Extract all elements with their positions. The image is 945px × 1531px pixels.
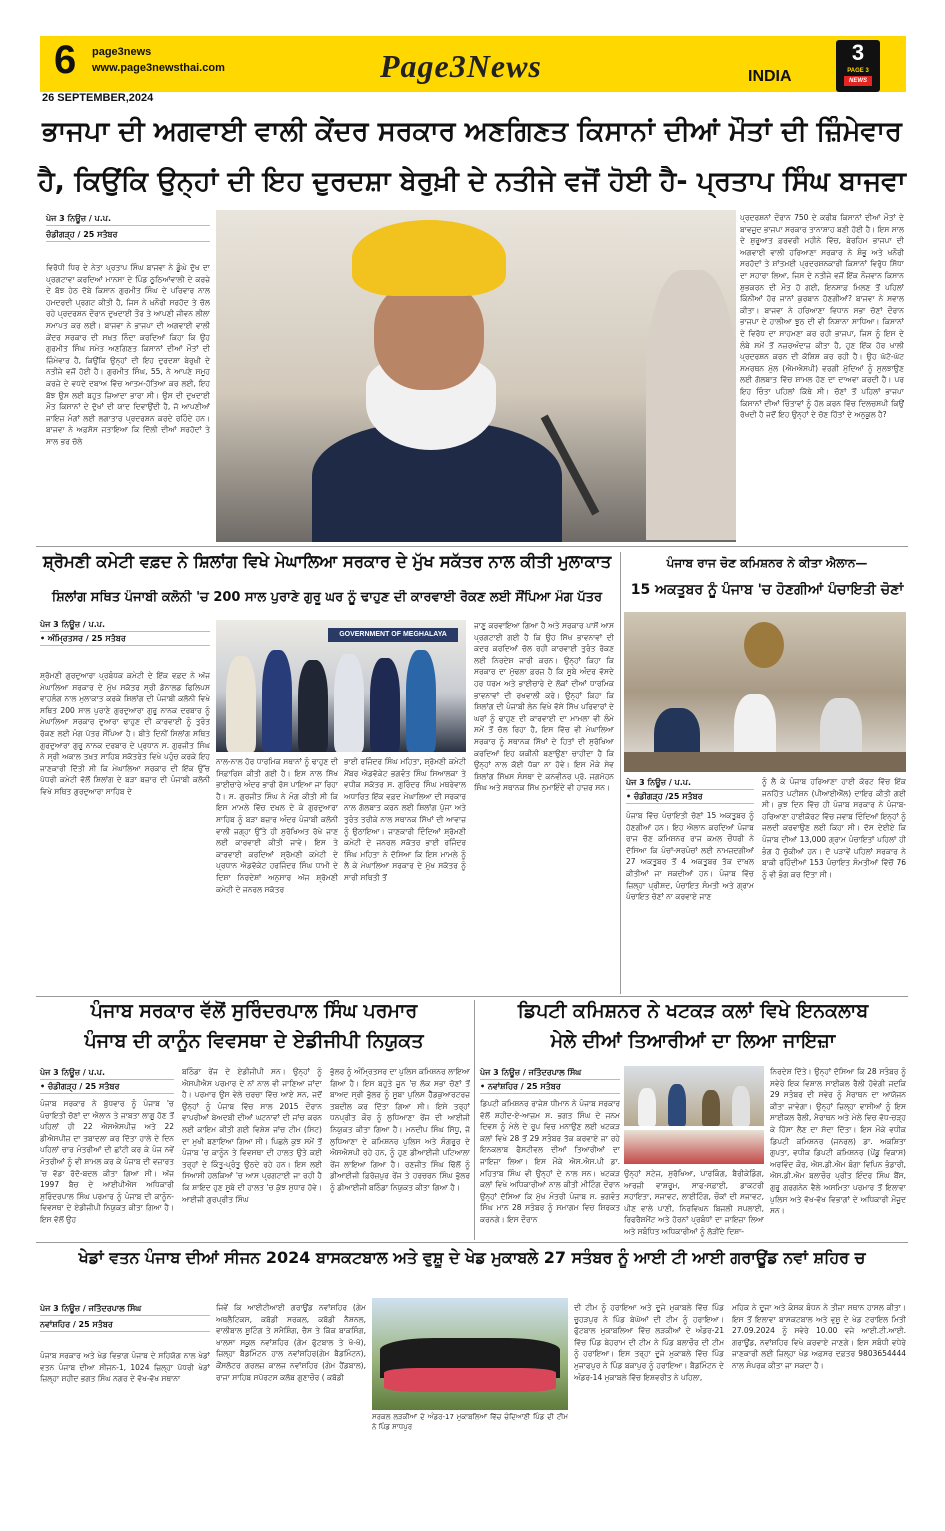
photo-figure [374, 280, 484, 390]
sgpc-dateline: • ਅੰਮ੍ਰਿਤਸਰ / 25 ਸਤੰਬਰ [40, 632, 210, 646]
adgp-col3: ਭੁੱਲਰ ਨੂੰ ਅੰਮ੍ਰਿਤਸਰ ਦਾ ਪੁਲਿਸ ਕਮਿਸ਼ਨਰ ਲਾਇਆ ਗਿਆ ਹੈ। ਇਸ ਬਹੁਤੇ ਜੂਨ 'ਚ ਲੋਕ ਸਭਾ ਚੋਣਾਂ ਤੋਂ ਬਾਅਦ ਸ੍ਰੀ ਭੁੱਲਰ ਨੂੰ ਸੂਬਾ ਪੁਲਿਸ ਹੈੱਡਕੁਆਰਟਰਜ਼ ਤਬਦੀਲ ਕਰ ਦਿੱਤਾ ਗਿਆ ਸੀ। ਇਸੇ ਤਰ੍ਹਾਂ ਧਨਪ੍ਰੀਤ ਕੌਰ ਨੂੰ ਲੁਧਿਆਣਾ ਰੇਂਜ ਦੀ ਆਈਜੀ ਨਿਯੁਕਤ ਕੀਤਾ ਗਿਆ ਹੈ। ਮਨਦੀਪ ਸਿੰਘ ਸਿੱਧੂ, ਜੋ ਲੁਧਿਆਣਾ ਦੇ ਕਮਿਸ਼ਨਰ ਪੁਲਿਸ ਅਤੇ ਸੰਗਰੂਰ ਦੇ ਐਸਐਸਪੀ ਰਹੇ ਹਨ, ਨੂੰ ਹੁਣ ਡੀਆਈਜੀ ਪਟਿਆਲਾ ਰੇਂਜ ਲਾਇਆ ਗਿਆ ਹੈ। ਰਣਜੀਤ ਸਿੰਘ ਢਿੱਲੋਂ ਨੂੰ ਡੀਆਈਜੀ ਫ਼ਿਰੋਜ਼ਪੁਰ ਰੇਂਜ ਤੇ ਹਰਚਰਨ ਸਿੰਘ ਭੁੱਲਰ ਨੂੰ ਡੀਆਈਜੀ ਬਠਿੰਡਾ ਨਿਯੁਕਤ ਕੀਤਾ ਗਿਆ ਹੈ। [330, 1067, 470, 1192]
photo-figure [668, 1084, 686, 1126]
photo-figure [262, 650, 292, 752]
sports-col3: ਦੀ ਟੀਮ ਨੂੰ ਹਰਾਇਆ ਅਤੇ ਦੂਜੇ ਮੁਕਾਬਲੇ ਵਿੱਚ ਪਿੰਡ ਚੂਹੜਪੁਰ ਨੇ ਪਿੰਡ ਬੇਘੋਆਂ ਦੀ ਟੀਮ ਨੂੰ ਹਰਾਇਆ। ਫੁੱਟਬਾਲ ਮੁਕਾਬਲਿਆ ਵਿੱਚ ਲੜਕੀਆਂ ਦੇ ਅੰਡਰ-21 ਵਿੱਚ ਪਿੰਡ ਬੇਹਰਾਮ ਦੀ ਟੀਮ ਨੇ ਪਿੰਡ ਬਲਾਚੌਰ ਦੀ ਟੀਮ ਨੂੰ ਹਰਾਇਆ। ਇਸ ਤਰ੍ਹਾ ਦੂਜੇ ਮੁਕਾਬਲੇ ਵਿੱਚ ਪਿੰਡ ਮੁਜਾਫਪੁਰ ਨੇ ਪਿੰਡ ਬਕਾਪੁਰ ਨੂੰ ਹਰਾਇਆ। ਬੈਡਮਿੰਟਨ ਦੇ ਅੰਡਰ-14 ਮੁਕਾਬਲੇ ਵਿੱਚ ਇਸ਼ਵਰੀਤ ਨੇ ਪਹਿਲਾ, [574, 1303, 724, 1382]
logo-tag: NEWS [844, 76, 872, 86]
sports-col4: ਮਹਿਕ ਨੇ ਦੂਜਾ ਅਤੇ ਕੰਸਕ ਬੰਧਨ ਨੇ ਤੀਜਾ ਸਥਾਨ ਹਾਸਲ ਕੀਤਾ। ਇਸ ਤੋਂ ਇਲਾਵਾ ਬਾਸਕਟਬਾਲ ਅਤੇ ਵੁਸ਼ੂ ਦੇ ਖੇਡ ਟਰਾਇਲ ਮਿਤੀ 27.09.2024 ਨੂੰ ਸਵੇਰੇ 10.00 ਵਜੇ ਆਈ.ਟੀ.ਆਈ. ਗਰਾਊਂਡ, ਨਵਾਂਸ਼ਹਿਰ ਵਿਖੇ ਕਰਵਾਏ ਜਾਣਗੇ। ਇਸ ਸਬੰਧੀ ਵਧੇਰੇ ਜਾਣਕਾਰੀ ਲਈ ਜ਼ਿਲ੍ਹਾ ਖੇਡ ਅਫ਼ਸਰ ਦਫ਼ਤਰ 9803654444 ਨਾਲ ਸੰਪਰਕ ਕੀਤਾ ਜਾ ਸਕਦਾ ਹੈ। [732, 1303, 906, 1370]
lead-text-right: ਪ੍ਰਦਰਸ਼ਨਾਂ ਦੌਰਾਨ 750 ਦੇ ਕਰੀਬ ਕਿਸਾਨਾਂ ਦੀਆਂ ਮੌਤਾਂ ਦੇ ਬਾਵਜੂਦ ਭਾਜਪਾ ਸਰਕਾਰ ਤਾਨਾਸ਼ਾਹ ਬਣੀ ਹੋਈ ਹੈ। ਇਸ ਸਾਲ ਦੇ ਸ਼ੁਰੂਆਤ ਫ਼ਰਵਰੀ ਮਹੀਨੇ ਵਿੱਚ, ਬੇਰਹਿਮ ਭਾਜਪਾ ਦੀ ਅਗਵਾਈ ਵਾਲੀ ਹਰਿਆਣਾ ਸਰਕਾਰ ਨੇ ਸ਼ੰਭੂ ਅਤੇ ਖਨੌਰੀ ਸਰਹੱਦਾਂ ਤੇ ਸ਼ਾਂਤਮਈ ਪ੍ਰਦਰਸ਼ਨਕਾਰੀ ਕਿਸਾਨਾਂ ਵਿਰੁੱਧ ਸਿੱਧਾ ਦਾ ਸਹਾਰਾ ਲਿਆ, ਜਿਸ ਦੇ ਨਤੀਜੇ ਵਜੋਂ ਇੱਕ ਨੌਜਵਾਨ ਕਿਸਾਨ ਸ਼ੁਭਕਰਨ ਦੀ ਮੌਤ ਹੋ ਗਈ, ਇਨਸਾਫ਼ ਮਿਲਣ ਤੋਂ ਪਹਿਲਾਂ ਕਿੰਨੀਆਂ ਹੋਰ ਜਾਨਾਂ ਕੁਰਬਾਨ ਹੋਣਗੀਆਂ? ਬਾਜਵਾ ਨੇ ਸਵਾਲ ਕੀਤਾ। ਬਾਜਵਾ ਨੇ ਹਰਿਆਣਾ ਵਿਧਾਨ ਸਭਾ ਚੋਣਾਂ ਦੌਰਾਨ ਭਾਜਪਾ ਦੇ ਹਾਲੀਆ ਝੂਠ ਦੀ ਵੀ ਨਿਸ਼ਾਨਾ ਸਾਧਿਆ। ਕਿਸਾਨਾਂ ਦੇ ਵਿਰੋਧ ਦਾ ਸਾਹਮਣਾ ਕਰ ਰਹੀ ਭਾਜਪਾ, ਜਿਸ ਨੂੰ ਇਸ ਦੇ ਲੰਬੇ ਸਮੇਂ ਤੋਂ ਨਜ਼ਰਅੰਦਾਜ਼ ਕੀਤਾ ਹੈ, ਹੁਣ ਇੱਕ ਹੋਰ ਖਾਲੀ ਪ੍ਰਦਰਸ਼ਨ ਕਰਨ ਦੀ ਕੋਸ਼ਿਸ਼ ਕਰ ਰਹੀ ਹੈ। ਉਹ ਘੱਟੋ-ਘੱਟ ਸਮਰਥਨ ਮੁੱਲ (ਐਮਐਸਪੀ) ਵਰਗੀ ਮੁੱਦਿਆਂ ਨੂੰ ਸੁਲਝਾਉਣ ਲਈ ਗੱਲਬਾਤ ਵਿੱਚ ਸ਼ਾਮਲ ਹੋਣ ਦਾ ਦਾਅਵਾ ਕਰਦੀ ਹੈ। ਪਰ ਇਹ ਚਿੰਤਾ ਪਹਿਲਾਂ ਕਿੱਥੇ ਸੀ। ਚੋਣਾਂ ਤੋਂ ਪਹਿਲਾਂ ਭਾਜਪਾ ਕਿਸਾਨਾਂ ਦੀਆਂ ਚਿੰਤਾਵਾਂ ਨੂੰ ਹੱਲ ਕਰਨ ਵਿੱਚ ਦਿਲਚਸਪੀ ਕਿਉਂ ਰੱਖਦੀ ਹੈ ਜਦੋਂ ਇਹ ਉਨ੍ਹਾਂ ਦੇ ਚੋਣ ਹਿੱਤਾਂ ਦੇ ਅਨੁਕੂਲ ਹੈ? [740, 213, 904, 420]
sgpc-byline: ਪੇਜ 3 ਨਿਊਜ਼ / ਪ.ਪ. [40, 618, 210, 632]
sgpc-subheadline: ਸ਼ਿਲਾਂਗ ਸਥਿਤ ਪੰਜਾਬੀ ਕਲੋਨੀ 'ਚ 200 ਸਾਲ ਪੁਰਾਣੇ ਗੁਰੂ ਘਰ ਨੂੰ ਢਾਹੁਣ ਦੀ ਕਾਰਵਾਈ ਰੋਕਣ ਲਈ ਸੌਂਪਿਆ ਮੰਗ ਪੱਤਰ [51, 590, 603, 605]
brand-logo [836, 40, 880, 92]
dc-col1: ਡਿਪਟੀ ਕਮਿਸ਼ਨਰ ਰਾਜੇਸ਼ ਧੀਮਾਨ ਨੇ ਪੰਜਾਬ ਸਰਕਾਰ ਵੱਲੋਂ ਸ਼ਹੀਦ-ਏ-ਆਜ਼ਮ ਸ. ਭਗਤ ਸਿੰਘ ਦੇ ਜਨਮ ਦਿਵਸ ਨੂੰ ਮੇਲੇ ਦੇ ਰੂਪ ਵਿਚ ਮਨਾਉਣ ਲਈ ਖਟਕੜ ਕਲਾਂ ਵਿਖੇ 28 ਤੋਂ 29 ਸਤੰਬਰ ਤੱਕ ਕਰਵਾਏ ਜਾ ਰਹੇ ਇਨਕਲਾਬ ਫੈਸਟੀਵਲ ਦੀਆਂ ਤਿਆਰੀਆਂ ਦਾ ਜਾਇਜ਼ਾ ਲਿਆ। ਇਸ ਮੌਕੇ ਐਸ.ਐਸ.ਪੀ ਡਾ. ਮਹਿਤਾਬ ਸਿੰਘ ਵੀ ਉਨ੍ਹਾਂ ਦੇ ਨਾਲ ਸਨ। ਖਟਕੜ ਕਲਾਂ ਵਿਖੇ ਅਧਿਕਾਰੀਆਂ ਨਾਲ ਕੀਤੀ ਮੀਟਿੰਗ ਦੌਰਾਨ ਉਨ੍ਹਾਂ ਦੱਸਿਆ ਕਿ ਮੁੱਖ ਮੰਤਰੀ ਪੰਜਾਬ ਸ. ਭਗਵੰਤ ਸਿੰਘ ਮਾਨ 28 ਸਤੰਬਰ ਨੂੰ ਸਮਾਗਮ ਵਿਚ ਸ਼ਿਰਕਤ ਕਰਨਗੇ। ਇਸ ਦੌਰਾਨ [480, 1099, 620, 1224]
sgpc-col3: ਭਾਈ ਰਜਿੰਦਰ ਸਿੰਘ ਮਹਿਤਾ, ਸ਼੍ਰੋਮਣੀ ਕਮੇਟੀ ਮੈਂਬਰ ਐਡਵੋਕੇਟ ਭਗਵੰਤ ਸਿੰਘ ਸਿਆਲਕਾ ਤੇ ਵਧੀਕ ਸਕੱਤਰ ਸ. ਗੁਰਿੰਦਰ ਸਿੰਘ ਮਥਰੇਵਾਲ ਅਧਾਰਿਤ ਇੱਕ ਵਫ਼ਦ ਮੇਘਾਲਿਆ ਦੀ ਸਰਕਾਰ ਨਾਲ ਗੱਲਬਾਤ ਕਰਨ ਲਈ ਸ਼ਿਲਾਂਗ ਪੁੱਜਾ ਅਤੇ ਤੁਰੰਤ ਤਰੀਕੇ ਨਾਲ ਸਥਾਨਕ ਸਿੱਖਾਂ ਦੀ ਆਵਾਜ਼ ਨੂੰ ਉਠਾਇਆ। ਜਾਣਕਾਰੀ ਦਿੰਦਿਆਂ ਸ਼੍ਰੋਮਣੀ ਕਮੇਟੀ ਦੇ ਜਨਰਲ ਸਕੱਤਰ ਭਾਈ ਰਜਿੰਦਰ ਸਿੰਘ ਮਹਿਤਾ ਨੇ ਦੱਸਿਆ ਕਿ ਇਸ ਮਾਮਲੇ ਨੂੰ ਲੈ ਕੇ ਮੇਘਾਲਿਆ ਸਰਕਾਰ ਦੇ ਮੁੱਖ ਸਕੱਤਰ ਨੂੰ ਸਾਰੀ ਸਥਿਤੀ ਤੋਂ [344, 757, 466, 882]
photo-table [624, 752, 906, 772]
dc-dateline: • ਨਵਾਂਸ਼ਹਿਰ / 25 ਸਤੰਬਰ [480, 1080, 620, 1094]
adgp-headline-line2: ਪੰਜਾਬ ਦੀ ਕਾਨੂੰਨ ਵਿਵਸਥਾ ਦੇ ਏਡੀਜੀਪੀ ਨਿਯੁਕਤ [84, 1030, 424, 1052]
photo-figure [638, 1088, 656, 1126]
section-divider [36, 1242, 908, 1243]
photo-figure [646, 270, 736, 540]
logo-caption: PAGE 3 [847, 68, 869, 74]
election-dateline: • ਚੰਡੀਗੜ੍ਹ /25 ਸਤੰਬਰ [626, 790, 754, 804]
adgp-dateline: • ਚੰਡੀਗੜ੍ਹ / 25 ਸਤੰਬਰ [40, 1080, 174, 1094]
adgp-byline: ਪੇਜ 3 ਨਿਊਜ਼ / ਪ.ਪ. [40, 1066, 174, 1080]
photo-figure [352, 220, 506, 296]
election-col1: ਪੰਜਾਬ ਵਿੱਚ ਪੰਚਾਇਤੀ ਚੋਣਾਂ 15 ਅਕਤੂਬਰ ਨੂੰ ਹੋਣਗੀਆਂ ਹਨ। ਇਹ ਐਲਾਨ ਕਰਦਿਆਂ ਪੰਜਾਬ ਰਾਜ ਚੋਣ ਕਮਿਸ਼ਨਰ ਰਾਜ ਕਮਲ ਚੌਧਰੀ ਨੇ ਦੱਸਿਆ ਕਿ ਪੰਚਾਂ-ਸਰਪੰਚਾਂ ਲਈ ਨਾਮਜ਼ਦਗੀਆਂ 27 ਅਕਤੂਬਰ ਤੋਂ 4 ਅਕਤੂਬਰ ਤੱਕ ਦਾਖ਼ਲ ਕੀਤੀਆਂ ਜਾ ਸਕਦੀਆਂ ਹਨ। ਪੰਜਾਬ ਵਿੱਚ ਜ਼ਿਲ੍ਹਾ ਪ੍ਰੀਸ਼ਦ, ਪੰਚਾਇਤ ਸੰਮਤੀ ਅਤੇ ਗ੍ਰਾਮ ਪੰਚਾਇਤ ਚੋਣਾਂ ਨਾ ਕਰਵਾਏ ਜਾਣ [626, 811, 754, 902]
adgp-headline-line1: ਪੰਜਾਬ ਸਰਕਾਰ ਵੱਲੋਂ ਸੁਰਿੰਦਰਪਾਲ ਸਿੰਘ ਪਰਮਾਰ [90, 1000, 418, 1022]
lead-photo [216, 210, 736, 542]
dc-photo-1 [624, 1066, 764, 1126]
dc-photo-2 [624, 1130, 764, 1164]
sgpc-col2: ਨਾਲ-ਨਾਲ ਹੋਰ ਧਾਰਮਿਕ ਸਥਾਨਾਂ ਨੂੰ ਢਾਹੁਣ ਦੀ ਸਿਫ਼ਾਰਿਸ਼ ਕੀਤੀ ਗਈ ਹੈ। ਇਸ ਨਾਲ ਸਿੱਖ ਭਾਈਚਾਰੇ ਅੰਦਰ ਭਾਰੀ ਰੋਸ ਪਾਇਆ ਜਾ ਰਿਹਾ ਹੈ। ਸ. ਗੁਰਜੀਤ ਸਿੰਘ ਨੇ ਮੰਗ ਕੀਤੀ ਸੀ ਕਿ ਇਸ ਮਾਮਲੇ ਵਿੱਚ ਦਖ਼ਲ ਦੇ ਕੇ ਗੁਰਦੁਆਰਾ ਸਾਹਿਬ ਨੂੰ ਬੜਾ ਬਜ਼ਾਰ ਅੰਦਰ ਪੰਜਾਬੀ ਕਲੋਨੀ ਵਾਲੀ ਜਗ੍ਹਾ ਉੱਤੇ ਹੀ ਸੁਰੱਖਿਅਤ ਰੱਖੇ ਜਾਣ ਲਈ ਕਾਰਵਾਈ ਕੀਤੀ ਜਾਵੇ। ਇਸ ਤੇ ਕਾਰਵਾਈ ਕਰਦਿਆਂ ਸ਼੍ਰੋਮਣੀ ਕਮੇਟੀ ਦੇ ਪ੍ਰਧਾਨ ਐਡਵੋਕੇਟ ਹਰਜਿੰਦਰ ਸਿੰਘ ਧਾਮੀ ਦੇ ਦਿਸ਼ਾ ਨਿਰਦੇਸ਼ਾਂ ਅਨੁਸਾਰ ਅੱਜ ਸ਼੍ਰੋਮਣੀ ਕਮੇਟੀ ਦੇ ਜਨਰਲ ਸਕੱਤਰ [216, 757, 338, 894]
page-header [40, 36, 906, 106]
dc-col3: ਨਿਰਦੇਸ਼ ਦਿੱਤੇ। ਉਨ੍ਹਾਂ ਦੱਸਿਆ ਕਿ 28 ਸਤੰਬਰ ਨੂੰ ਸਵੇਰੇ ਇਕ ਵਿਸ਼ਾਲ ਸਾਈਕਲ ਰੈਲੀ ਹੋਵੇਗੀ ਜਦਕਿ 29 ਸਤੰਬਰ ਦੀ ਸਵੇਰ ਨੂੰ ਮੈਰਾਥਨ ਦਾ ਆਯੋਜਨ ਕੀਤਾ ਜਾਵੇਗਾ। ਉਨ੍ਹਾਂ ਜ਼ਿਲ੍ਹਾ ਵਾਸੀਆਂ ਨੂੰ ਇਸ ਸਾਈਕਲ ਰੈਲੀ, ਮੈਰਾਥਨ ਅਤੇ ਮੇਲੇ ਵਿਚ ਵੱਧ-ਚੜ੍ਹ ਕੇ ਹਿੱਸਾ ਲੈਣ ਦਾ ਸੱਦਾ ਦਿੱਤਾ। ਇਸ ਮੌਕੇ ਵਧੀਕ ਡਿਪਟੀ ਕਮਿਸ਼ਨਰ (ਜਨਰਲ) ਡਾ. ਅਕਸ਼ਿਤਾ ਗੁਪਤਾ, ਵਧੀਕ ਡਿਪਟੀ ਕਮਿਸ਼ਨਰ (ਪੇਂਡੂ ਵਿਕਾਸ) ਅਰਵਿੰਦ ਕੌਰ, ਐਸ.ਡੀ.ਐਮ ਬੰਗਾ ਵਿਪਿਨ ਭੰਡਾਰੀ, ਐਸ.ਡੀ.ਐਮ ਬਲਾਚੌਰ ਪ੍ਰੀਤ ਇੰਦਰ ਸਿੰਘ ਬੈਂਸ, ਗੁਰੂ ਗਰਗਨੇਨ ਵੈਲੇ ਅਸਮਿਤਾ ਪਰਮਾਰ ਤੋਂ ਇਲਾਵਾ ਪੁਲਿਸ ਅਤੇ ਵੱਖ-ਵੱਖ ਵਿਭਾਗਾਂ ਦੇ ਅਧਿਕਾਰੀ ਮੌਜੂਦ ਸਨ। [770, 1067, 906, 1216]
issue-date: 26 SEPTEMBER,2024 [40, 92, 906, 106]
adgp-col1: ਪੰਜਾਬ ਸਰਕਾਰ ਨੇ ਬੁੱਧਵਾਰ ਨੂੰ ਪੰਜਾਬ 'ਚ ਪੰਚਾਇਤੀ ਚੋਣਾਂ ਦਾ ਐਲਾਨ ਤੇ ਜਾਬਤਾ ਲਾਗੂ ਹੋਣ ਤੋਂ ਪਹਿਲਾਂ ਹੀ 22 ਐਸਐਸਪੀਜ਼ ਅਤੇ 22 ਡੀਐਸਪੀਜ਼ ਦਾ ਤਬਾਦਲਾ ਕਰ ਦਿੱਤਾ ਹਾਲੇ ਦੇ ਦਿਨ ਪਹਿਲਾਂ ਚਾਰ ਮੰਤਰੀਆਂ ਦੀ ਛਾਂਟੀ ਕਰ ਕੇ ਪੰਜ ਨਵੇਂ ਮੰਤਰੀਆਂ ਨੂੰ ਵੀ ਸ਼ਾਮਲ ਕਰ ਕੇ ਪੰਜਾਬ ਦੀ ਵਜ਼ਾਰਤ 'ਚ ਵੱਡਾ ਰੱਦੋ-ਬਦਲ ਕੀਤਾ ਗਿਆ ਸੀ। ਅੱਜ 1997 ਬੈਚ ਦੇ ਆਈਪੀਐਸ ਅਧਿਕਾਰੀ ਸੁਰਿੰਦਰਪਾਲ ਸਿੰਘ ਪਰਮਾਰ ਨੂੰ ਪੰਜਾਬ ਦੀ ਕਾਨੂੰਨ-ਵਿਵਸਥਾ ਦੇ ਏਡੀਜੀਪੀ ਨਿਯੁਕਤ ਕੀਤਾ ਗਿਆ ਹੈ। ਇਸ ਵੱਲੋਂ ਉਹ [40, 1099, 174, 1224]
adgp-col2: ਬਠਿੰਡਾ ਰੇਂਜ ਦੇ ਏਡੀਜੀਪੀ ਸਨ। ਉਨ੍ਹਾਂ ਨੂੰ ਐਸਪੀਐਸ ਪਰਮਾਰ ਦੇ ਨਾਂ ਨਾਲ ਵੀ ਜਾਣਿਆ ਜਾਂਦਾ ਹੈ। ਪਰਮਾਰ ਉਸ ਵੇਲੇ ਚਰਚਾ ਵਿੱਚ ਆਏ ਸਨ, ਜਦੋਂ ਉਨ੍ਹਾਂ ਨੂੰ ਪੰਜਾਬ ਵਿੱਚ ਸਾਲ 2015 ਦੌਰਾਨ ਵਾਪਰੀਆਂ ਬੇਅਦਬੀ ਦੀਆਂ ਘਟਨਾਵਾਂ ਦੀ ਜਾਂਚ ਕਰਨ ਲਈ ਕਾਇਮ ਕੀਤੀ ਗਈ ਵਿਸ਼ੇਸ਼ ਜਾਂਚ ਟੀਮ (ਸਿਟ) ਦਾ ਮੁਖੀ ਬਣਾਇਆ ਗਿਆ ਸੀ। ਪਿਛਲੇ ਕੁਝ ਸਮੇਂ ਤੋਂ ਪੰਜਾਬ 'ਚ ਕਾਨੂੰਨ ਤੇ ਵਿਵਸਥਾ ਦੀ ਹਾਲਤ ਉਤੇ ਕਈ ਤਰ੍ਹਾਂ ਦੇ ਕਿੰਤੂ-ਪ੍ਰੰਤੂ ਉਠਦੇ ਰਹੇ ਹਨ। ਇਸ ਲਈ ਸਿਆਸੀ ਹਲਕਿਆਂ 'ਚ ਆਸ ਪ੍ਰਗਟਾਈ ਜਾ ਰਹੀ ਹੈ ਕਿ ਸ਼ਾਇਦ ਹੁਣ ਸੂਬੇ ਦੀ ਹਾਲਤ 'ਚ ਕੁੱਝ ਸੁਧਾਰ ਹੋਵੇ। ਆਈਜੀ ਗੁਰਪ੍ਰੀਤ ਸਿੰਘ [182, 1067, 322, 1204]
election-col2: ਨੂੰ ਲੈ ਕੇ ਪੰਜਾਬ ਹਰਿਆਣਾ ਹਾਈ ਕੋਰਟ ਵਿੱਚ ਇੱਕ ਜਨਹਿੱਤ ਪਟੀਸ਼ਨ (ਪੀਆਈਐੱਲ) ਦਾਇਰ ਕੀਤੀ ਗਈ ਸੀ। ਕੁਝ ਦਿਨ ਵਿੱਚ ਹੀ ਪੰਜਾਬ ਸਰਕਾਰ ਨੇ ਪੰਜਾਬ-ਹਰਿਆਣਾ ਹਾਈਕੋਰਟ ਵਿੱਚ ਜਵਾਬ ਦਿੰਦਿਆਂ ਇਨ੍ਹਾਂ ਨੂੰ ਜਲਦੀ ਕਰਵਾਉਣ ਲਈ ਕਿਹਾ ਸੀ। ਦੱਸ ਦੇਈਏ ਕਿ ਪੰਜਾਬ ਦੀਆਂ 13,000 ਗ੍ਰਾਮ ਪੰਚਾਇਤਾਂ ਪਹਿਲਾਂ ਹੀ ਭੰਗ ਹੋ ਚੁੱਕੀਆਂ ਹਨ। ਦੋ ਪੜਾਵੇਂ ਪਹਿਲਾਂ ਸਰਕਾਰ ਨੇ ਬਾਕੀ ਰਹਿੰਦੀਆਂ 153 ਪੰਚਾਇਤ ਸੰਮਤੀਆਂ ਵਿੱਚੋਂ 76 ਨੂੰ ਵੀ ਭੰਗ ਕਰ ਦਿੱਤਾ ਸੀ। [762, 777, 906, 879]
logo-number: 3 [851, 40, 865, 65]
masthead: Page3News [380, 48, 542, 84]
team-row [384, 1368, 556, 1392]
dc-headline-line1: ਡਿਪਟੀ ਕਮਿਸ਼ਨਰ ਨੇ ਖਟਕੜ ਕਲਾਂ ਵਿਖੇ ਇਨਕਲਾਬ [517, 1000, 869, 1022]
page-number: 6 [54, 38, 77, 82]
election-photo [624, 612, 906, 772]
election-title-line2: 15 ਅਕਤੂਬਰ ਨੂੰ ਪੰਜਾਬ 'ਚ ਹੋਣਗੀਆਂ ਪੰਚਾਇਤੀ ਚੋਣਾਂ [630, 582, 904, 598]
photo-figure [370, 658, 400, 752]
sports-dateline: ਨਵਾਂਸ਼ਹਿਰ / 25 ਸਤੰਬਰ [40, 1318, 210, 1332]
site-url[interactable]: www.page3newsthai.com [92, 62, 225, 74]
section-divider [36, 546, 908, 547]
lead-dateline: ਚੰਡੀਗੜ੍ਹ / 25 ਸਤੰਬਰ [46, 228, 210, 242]
dc-headline-line2: ਮੇਲੇ ਦੀਆਂ ਤਿਆਰੀਆਂ ਦਾ ਲਿਆ ਜਾਇਜ਼ਾ [550, 1030, 836, 1052]
sports-photo [372, 1298, 568, 1410]
dc-col2: ਉਨ੍ਹਾਂ ਸਟੇਜ, ਸੁਰੱਖਿਆ, ਪਾਰਕਿੰਗ, ਬੈਰੀਕੇਡਿੰਗ, ਆਰਜ਼ੀ ਵਾਸ਼ਰੂਮ, ਸਾਫ-ਸਫ਼ਾਈ, ਡਾਕਟਰੀ ਸਹਾਇਤਾ, ਸਜਾਵਟ, ਲਾਈਟਿੰਗ, ਚੌਕਾਂ ਦੀ ਸਜਾਵਟ, ਪੀਣ ਵਾਲੇ ਪਾਣੀ, ਨਿਰਵਿਘਨ ਬਿਜਲੀ ਸਪਲਾਈ, ਰਿਫਰੈਸ਼ਮੈਂਟ ਅਤੇ ਹੋਰਨਾਂ ਪ੍ਰਬੰਧਾਂ ਦਾ ਜਾਇਜ਼ਾ ਲਿਆ ਅਤੇ ਸਬੰਧਿਤ ਅਧਿਕਾਰੀਆਂ ਨੂੰ ਲੋੜੀਂਦੇ ਦਿਸ਼ਾ- [624, 1169, 764, 1236]
column-divider [474, 1000, 475, 1240]
sgpc-photo [216, 620, 466, 752]
sgpc-headline: ਸ਼੍ਰੋਮਣੀ ਕਮੇਟੀ ਵਫ਼ਦ ਨੇ ਸ਼ਿਲਾਂਗ ਵਿਖੇ ਮੇਘਾਲਿਆ ਸਰਕਾਰ ਦੇ ਮੁੱਖ ਸਕੱਤਰ ਨਾਲ ਕੀਤੀ ਮੁਲਾਕਾਤ [42, 552, 612, 571]
election-byline: ਪੇਜ 3 ਨਿਊਜ਼ / ਪ.ਪ. [626, 776, 754, 790]
lead-headline-line2: ਹੈ, ਕਿਉਂਕਿ ਉਨ੍ਹਾਂ ਦੀ ਇਹ ਦੁਰਦਸ਼ਾ ਬੇਰੁਖ਼ੀ ਦੇ ਨਤੀਜੇ ਵਜੋਂ ਹੋਈ ਹੈ- ਪ੍ਰਤਾਪ ਸਿੰਘ ਬਾਜਵਾ [38, 166, 906, 197]
column-divider [620, 552, 621, 994]
sgpc-col1: ਸ਼੍ਰੋਮਣੀ ਗੁਰਦੁਆਰਾ ਪ੍ਰਬੰਧਕ ਕਮੇਟੀ ਦੇ ਇੱਕ ਵਫ਼ਦ ਨੇ ਅੱਜ ਮੇਘਾਲਿਆ ਸਰਕਾਰ ਦੇ ਮੁੱਖ ਸਕੱਤਰ ਸ੍ਰੀ ਡੋਨਾਲਡ ਫਿਲਿਪਸ ਵਾਹਲੰਗ ਨਾਲ ਮੁਲਾਕਾਤ ਕਰਕੇ ਸ਼ਿਲਾਂਗ ਦੀ ਪੰਜਾਬੀ ਕਲੋਨੀ ਵਿਖੇ ਸਥਿਤ 200 ਸਾਲ ਪੁਰਾਣੇ ਗੁਰਦੁਆਰਾ ਗੁਰੂ ਨਾਨਕ ਦਰਬਾਰ ਨੂੰ ਮੇਘਾਲਿਆ ਸਰਕਾਰ ਦੁਆਰਾ ਢਾਹੁਣ ਦੀ ਕਾਰਵਾਈ ਨੂੰ ਤੁਰੰਤ ਰੋਕਣ ਲਈ ਮੰਗ ਪੱਤਰ ਸੌਂਪਿਆ ਹੈ। ਬੀਤੇ ਦਿਨੀਂ ਸਿਲਾਂਗ ਸਥਿਤ ਗੁਰਦੁਆਰਾ ਗੁਰੂ ਨਾਨਕ ਦਰਬਾਰ ਦੇ ਪ੍ਰਧਾਨ ਸ. ਗੁਰਜੀਤ ਸਿੰਘ ਨੇ ਸ੍ਰੀ ਅਕਾਲ ਤਖ਼ਤ ਸਾਹਿਬ ਸਕੱਤਰੇਤ ਵਿਖੇ ਪਹੁੰਚ ਕਰਕੇ ਇਹ ਜਾਣਕਾਰੀ ਦਿੱਤੀ ਸੀ ਕਿ ਮੇਘਾਲਿਆ ਸਰਕਾਰ ਦੀ ਇੱਕ ਉੱਚ ਪੱਧਰੀ ਕਮੇਟੀ ਵੱਲੋਂ ਸ਼ਿਲਾਂਗ ਦੇ ਬੜਾ ਬਜ਼ਾਰ ਦੀ ਪੰਜਾਬੀ ਕਲੋਨੀ ਵਿਖੇ ਸਥਿਤ ਗੁਰਦੁਆਰਾ ਸਾਹਿਬ ਦੇ [40, 671, 210, 796]
photo-figure [298, 660, 328, 752]
sports-byline: ਪੇਜ 3 ਨਿਊਜ਼ / ਜਤਿੰਦਰਪਾਲ ਸਿੰਘ [40, 1302, 210, 1316]
lead-headline-line1: ਭਾਜਪਾ ਦੀ ਅਗਵਾਈ ਵਾਲੀ ਕੇਂਦਰ ਸਰਕਾਰ ਅਣਗਿਣਤ ਕਿਸਾਨਾਂ ਦੀਆਂ ਮੌਤਾਂ ਦੀ ਜ਼ਿੰਮੇਵਾਰ [42, 116, 902, 147]
sgpc-col4: ਜਾਣੂ ਕਰਵਾਇਆ ਗਿਆ ਹੈ ਅਤੇ ਸਰਕਾਰ ਪਾਸੋਂ ਆਸ ਪ੍ਰਗਟਾਈ ਗਈ ਹੈ ਕਿ ਉਹ ਸਿੱਖ ਭਾਵਨਾਵਾਂ ਦੀ ਕਦਰ ਕਰਦਿਆਂ ਚੱਲ ਰਹੀ ਕਾਰਵਾਈ ਤੁਰੰਤ ਰੋਕਣ ਲਈ ਨਿਰਦੇਸ਼ ਜਾਰੀ ਕਰਨ। ਉਨ੍ਹਾਂ ਕਿਹਾ ਕਿ ਸਰਕਾਰ ਦਾ ਮੁੱਢਲਾ ਫ਼ਰਜ਼ ਹੈ ਕਿ ਸੂਬੇ ਅੰਦਰ ਵੱਸਦੇ ਹਰ ਧਰਮ ਅਤੇ ਭਾਈਚਾਰੇ ਦੇ ਲੋਕਾਂ ਦੀਆਂ ਧਾਰਮਿਕ ਭਾਵਨਾਵਾਂ ਦੀ ਰਖਵਾਲੀ ਕਰੇ। ਉਨ੍ਹਾਂ ਕਿਹਾ ਕਿ ਸ਼ਿਲਾਂਗ ਦੀ ਪੰਜਾਬੀ ਲੇਨ ਵਿਖੇ ਵੱਸੇ ਸਿੱਖ ਪਰਿਵਾਰਾਂ ਦੇ ਘਰਾਂ ਨੂੰ ਢਾਹੁਣ ਦੀ ਕਾਰਵਾਈ ਦਾ ਮਾਮਲਾ ਵੀ ਲੰਮੇ ਸਮੇਂ ਤੋਂ ਚੱਲ ਰਿਹਾ ਹੈ, ਇਸ ਵਿੱਚ ਵੀ ਮੇਘਾਲਿਆ ਸਰਕਾਰ ਨੂੰ ਸਥਾਨਕ ਸਿੱਖਾਂ ਦੇ ਹਿਤਾਂ ਦੀ ਸੁਰੱਖਿਆ ਕਰਦਿਆਂ ਇਹ ਯਕੀਨੀ ਬਣਾਉਣਾ ਚਾਹੀਦਾ ਹੈ ਕਿ ਉਨ੍ਹਾਂ ਨਾਲ ਕੋਈ ਧੱਕਾ ਨਾ ਹੋਵੇ। ਇਸ ਮੌਕੇ ਸੇਵ ਸ਼ਿਲਾਂਗ ਸਿੱਖਸ ਸੰਸਥਾ ਦੇ ਕਨਵੀਨਰ ਪ੍ਰੋ. ਜਗਮੋਹਨ ਸਿੰਘ ਅਤੇ ਸਥਾਨਕ ਸਿੱਖ ਨੁਮਾਇੰਦੇ ਵੀ ਹਾਜ਼ਰ ਸਨ। [474, 621, 614, 793]
election-title-line1: ਪੰਜਾਬ ਰਾਜ ਚੋਣ ਕਮਿਸ਼ਨਰ ਨੇ ਕੀਤਾ ਐਲਾਨ— [666, 556, 868, 570]
section-divider [36, 996, 908, 997]
lead-text-left: ਵਿਰੋਧੀ ਧਿਰ ਦੇ ਨੇਤਾ ਪ੍ਰਤਾਪ ਸਿੰਘ ਬਾਜਵਾ ਨੇ ਡੂੰਘੇ ਦੁੱਖ ਦਾ ਪ੍ਰਗਟਾਵਾ ਕਰਦਿਆਂ ਮਾਨਸਾ ਦੇ ਪਿੰਡ ਠੂਠਿਆਂਵਾਲੀ ਦੇ ਕਰਜ਼ੇ ਦੇ ਬੋਝ ਹੇਠ ਦੱਬੇ ਕਿਸਾਨ ਗੁਰਮੀਤ ਸਿੰਘ ਦੇ ਪਰਿਵਾਰ ਨਾਲ ਹਮਦਰਦੀ ਪ੍ਰਗਟ ਕੀਤੀ ਹੈ, ਜਿਸ ਨੇ ਖ਼ਨੌਰੀ ਸਰਹੱਦ ਤੇ ਚੱਲ ਰਹੇ ਪ੍ਰਦਰਸ਼ਨ ਦੌਰਾਨ ਦੁਖਦਾਈ ਤੌਰ ਤੇ ਆਪਣੀ ਜੀਵਨ ਲੀਲਾ ਸਮਾਪਤ ਕਰ ਲਈ। ਬਾਜਵਾ ਨੇ ਭਾਜਪਾ ਦੀ ਅਗਵਾਈ ਵਾਲੀ ਕੇਂਦਰ ਸਰਕਾਰ ਦੀ ਸਖ਼ਤ ਨਿੰਦਾ ਕਰਦਿਆਂ ਕਿਹਾ ਕਿ ਉਹ ਗੁਰਮੀਤ ਸਿੰਘ ਸਮੇਤ ਅਣਗਿਣਤ ਕਿਸਾਨਾਂ ਦੀਆਂ ਮੌਤਾਂ ਦੀ ਜ਼ਿੰਮੇਵਾਰ ਹੈ, ਕਿਉਂਕਿ ਉਨ੍ਹਾਂ ਦੀ ਇਹ ਦੁਰਦਸ਼ਾ ਬੇਰੁਖ਼ੀ ਦੇ ਨਤੀਜੇ ਵਜੋਂ ਹੋਈ ਹੈ। ਗੁਰਮੀਤ ਸਿੰਘ, 55, ਨੇ ਆਪਣੇ ਸਮੂਹ ਕਰਜ਼ੇ ਦੇ ਵਧਦੇ ਦਬਾਅ ਵਿੱਚ ਆਤਮ-ਹੱਤਿਆ ਕਰ ਲਈ, ਇਹ ਬੋਝ ਉਸ ਲਈ ਬਹੁਤ ਜ਼ਿਆਦਾ ਭਾਰਾ ਸੀ। ਉਸ ਦੀ ਦੁਖਦਾਈ ਮੌਤ ਕਿਸਾਨਾਂ ਦੇ ਦੁੱਖਾਂ ਦੀ ਯਾਦ ਦਿਵਾਉਂਦੀ ਹੈ, ਜੋ ਆਪਣੀਆਂ ਜਾਇਜ਼ ਮੰਗਾਂ ਲਈ ਲਗਾਤਾਰ ਪ੍ਰਦਰਸ਼ਨ ਕਰਦੇ ਰਹਿੰਦੇ ਹਨ। ਬਾਜਵਾ ਨੇ ਅਫ਼ਸੋਸ ਜਤਾਇਆ ਕਿ ਦਿੱਲੀ ਦੀਆਂ ਸਰਹੱਦਾਂ ਤੇ ਸਾਲ ਭਰ ਚੱਲੇ [46, 263, 210, 446]
dc-byline: ਪੇਜ 3 ਨਿਊਜ਼ / ਜਤਿੰਦਰਪਾਲ ਸਿੰਘ [480, 1066, 620, 1080]
photo-banner: GOVERNMENT OF MEGHALAYA [328, 628, 458, 642]
site-name: page3news [92, 46, 152, 58]
photo-figure [334, 654, 364, 752]
photo-figure [226, 656, 256, 752]
emblem-icon [744, 622, 784, 668]
photo-figure [702, 1090, 720, 1126]
lead-byline: ਪੇਜ 3 ਨਿਊਜ਼ / ਪ.ਪ. [46, 212, 210, 226]
sports-headline: ਖੇਡਾਂ ਵਤਨ ਪੰਜਾਬ ਦੀਆਂ ਸੀਜਨ 2024 ਬਾਸਕਟਬਾਲ ਅਤੇ ਵੁਸ਼ੂ ਦੇ ਖੇਡ ਮੁਕਾਬਲੇ 27 ਸਤੰਬਰ ਨੂੰ ਆਈ ਟੀ ਆਈ ਗਰਾਊਂਡ ਨਵਾਂ ਸ਼ਹਿਰ ਚ [78, 1248, 866, 1267]
edition-label: INDIA [748, 68, 792, 85]
sports-col2: ਜਿਵੇਂ ਕਿ ਆਈਟੀਆਈ ਗਰਾਊਂਡ ਨਵਾਂਸ਼ਹਿਰ (ਗੇਮ ਅਥਲੈਟਿਕਸ, ਕਬੱਡੀ ਸਰਕਲ, ਕਬੱਡੀ ਨੈਸ਼ਨਲ, ਵਾਲੀਬਾਲ ਸ਼ੂਟਿੰਗ ਤੇ ਸਮੈਸ਼ਿੰਗ, ਚੈਸ ਤੇ ਕਿੱਕ ਬਾਕਸਿੰਗ, ਖਾਲਸਾ ਸਕੂਲ ਨਵਾਂਸ਼ਹਿਰ (ਗੇਮ ਫੁੱਟਬਾਲ ਤੇ ਖੋ-ਖੋ), ਜ਼ਿਲ੍ਹਾ ਬੈਡਮਿੰਟਨ ਹਾਲ ਨਵਾਂਸ਼ਹਿਰ(ਗੇਮ ਬੈਡਮਿੰਟਨ), ਕੌਂਸਲੋਟਰ ਗਰਲਜ਼ ਕਾਲਜ ਨਵਾਂਸ਼ਹਿਰ (ਗੇਮ ਹੈਂਡਬਾਲ), ਰਾਜਾ ਸਾਹਿਬ ਸਪੋਰਟਸ ਕਲੱਬ ਗੁਣਾਚੌਰ ( ਕਬੱਡੀ [216, 1303, 366, 1382]
sports-photo-caption: ਸਰਕਲ ਲੜਕੀਆਂ ਦੇ ਅੰਡਰ-17 ਮੁਕਾਬਲਿਆਂ ਵਿੱਚ ਚੰਦਿਆਣੀ ਪਿੰਡ ਦੀ ਟੀਮ ਨੇ ਪਿੰਡ ਸਾਧਪੁਰ [372, 1413, 568, 1431]
photo-figure [406, 650, 436, 752]
sports-col1: ਪੰਜਾਬ ਸਰਕਾਰ ਅਤੇ ਖੇਡ ਵਿਭਾਗ ਪੰਜਾਬ ਦੇ ਸਹਿਯੋਗ ਨਾਲ ਖੇਡਾਂ ਵਤਨ ਪੰਜਾਬ ਦੀਆ ਸੀਜਨ-1, 1024 ਜ਼ਿਲ੍ਹਾ ਪੱਧਰੀ ਖੇਡਾਂ ਜ਼ਿਲ੍ਹਾ ਸ਼ਹੀਦ ਭਗਤ ਸਿੰਘ ਨਗਰ ਦੇ ਵੱਖ-ਵੱਖ ਸਥਾਨਾ [40, 1351, 210, 1384]
photo-figure [732, 1086, 750, 1126]
